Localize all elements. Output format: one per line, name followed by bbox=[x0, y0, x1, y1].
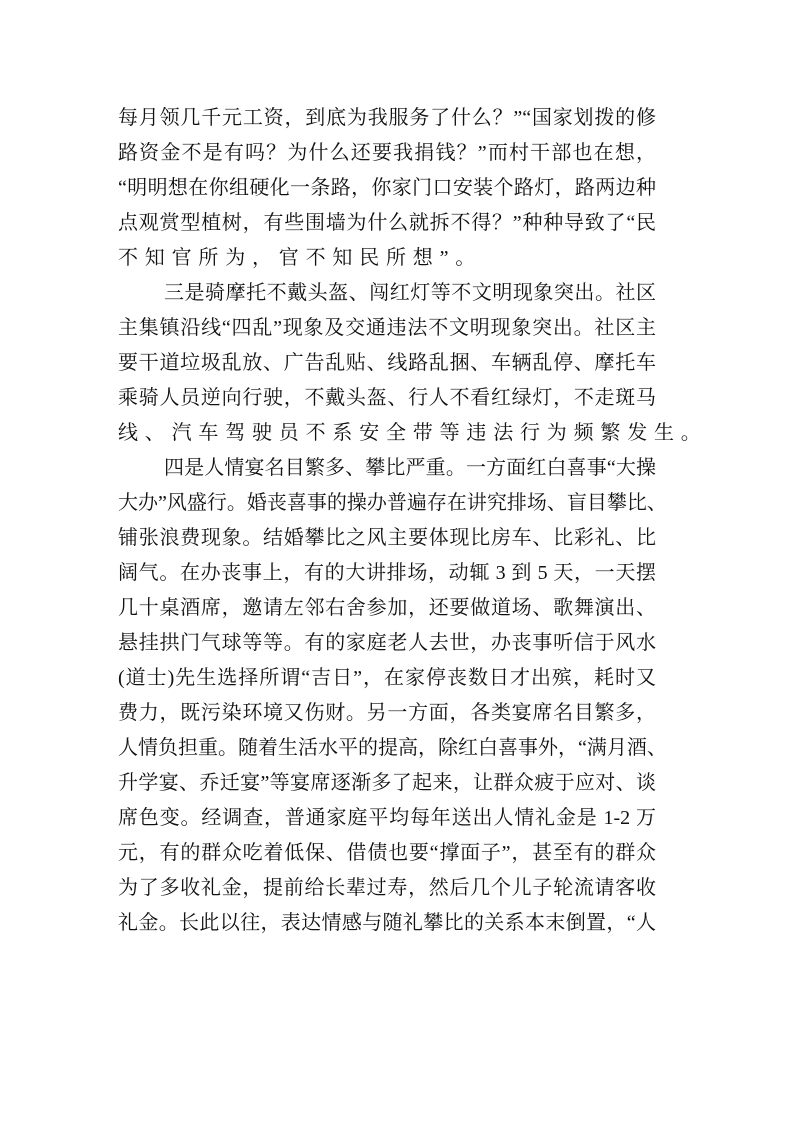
paragraph bbox=[118, 451, 667, 941]
text-line: 几十桌酒席，邀请左邻右舍参加，还要做道场、歌舞演出、 bbox=[118, 597, 656, 619]
text-line: 席色变。经调查，普通家庭平均每年送出人情礼金是 1-2 万 bbox=[118, 807, 656, 829]
text-line: 升学宴、乔迁宴”等宴席逐渐多了起来，让群众疲于应对、谈 bbox=[118, 772, 656, 794]
text-line: 阔气。在办丧事上，有的大讲排场，动辄 3 到 5 天，一天摆 bbox=[118, 562, 656, 584]
text-line: 路资金不是有吗？为什么还要我捐钱？”而村干部也在想， bbox=[118, 142, 656, 164]
text-line: 四是人情宴名目繁多、攀比严重。一方面红白喜事“大操 bbox=[164, 457, 656, 479]
text-line: 铺张浪费现象。结婚攀比之风主要体现比房车、比彩礼、比 bbox=[118, 527, 656, 549]
text-line: 元，有的群众吃着低保、借债也要“撑面子”，甚至有的群众 bbox=[118, 842, 656, 864]
text-line: 三是骑摩托不戴头盔、闯红灯等不文明现象突出。社区 bbox=[164, 282, 656, 304]
paragraph bbox=[118, 276, 708, 451]
text-line: 每月领几千元工资，到底为我服务了什么？”“国家划拨的修 bbox=[118, 107, 656, 129]
text-line: 为了多收礼金，提前给长辈过寿，然后几个儿子轮流请客收 bbox=[118, 877, 656, 899]
text-line: 点观赏型植树，有些围墙为什么就拆不得？”种种导致了“民 bbox=[118, 212, 656, 234]
document-page bbox=[118, 101, 708, 941]
text-line: 礼金。长此以往，表达情感与随礼攀比的关系本末倒置，“人 bbox=[118, 912, 656, 934]
text-line: “明明想在你组硬化一条路，你家门口安装个路灯，路两边种 bbox=[118, 177, 656, 199]
text-line: 主集镇沿线“四乱”现象及交通违法不文明现象突出。社区主 bbox=[118, 317, 656, 339]
text-line: 费力，既污染环境又伤财。另一方面，各类宴席名目繁多， bbox=[118, 702, 656, 724]
paragraph bbox=[118, 101, 656, 276]
text-line: 不知官所为，官不知民所想”。 bbox=[118, 247, 483, 269]
text-line: 人情负担重。随着生活水平的提高，除红白喜事外，“满月酒、 bbox=[118, 737, 667, 759]
text-line: 要干道垃圾乱放、广告乱贴、线路乱捆、车辆乱停、摩托车 bbox=[118, 352, 656, 374]
text-line: 线、汽车驾驶员不系安全带等违法行为频繁发生。 bbox=[118, 422, 708, 444]
text-line: 悬挂拱门气球等等。有的家庭老人去世，办丧事听信于风水 bbox=[118, 632, 656, 654]
text-line: (道士)先生选择所谓“吉日”，在家停丧数日才出殡，耗时又 bbox=[118, 667, 656, 689]
text-line: 乘骑人员逆向行驶，不戴头盔、行人不看红绿灯，不走斑马 bbox=[118, 387, 656, 409]
text-line: 大办”风盛行。婚丧喜事的操办普遍存在讲究排场、盲目攀比、 bbox=[118, 492, 667, 514]
